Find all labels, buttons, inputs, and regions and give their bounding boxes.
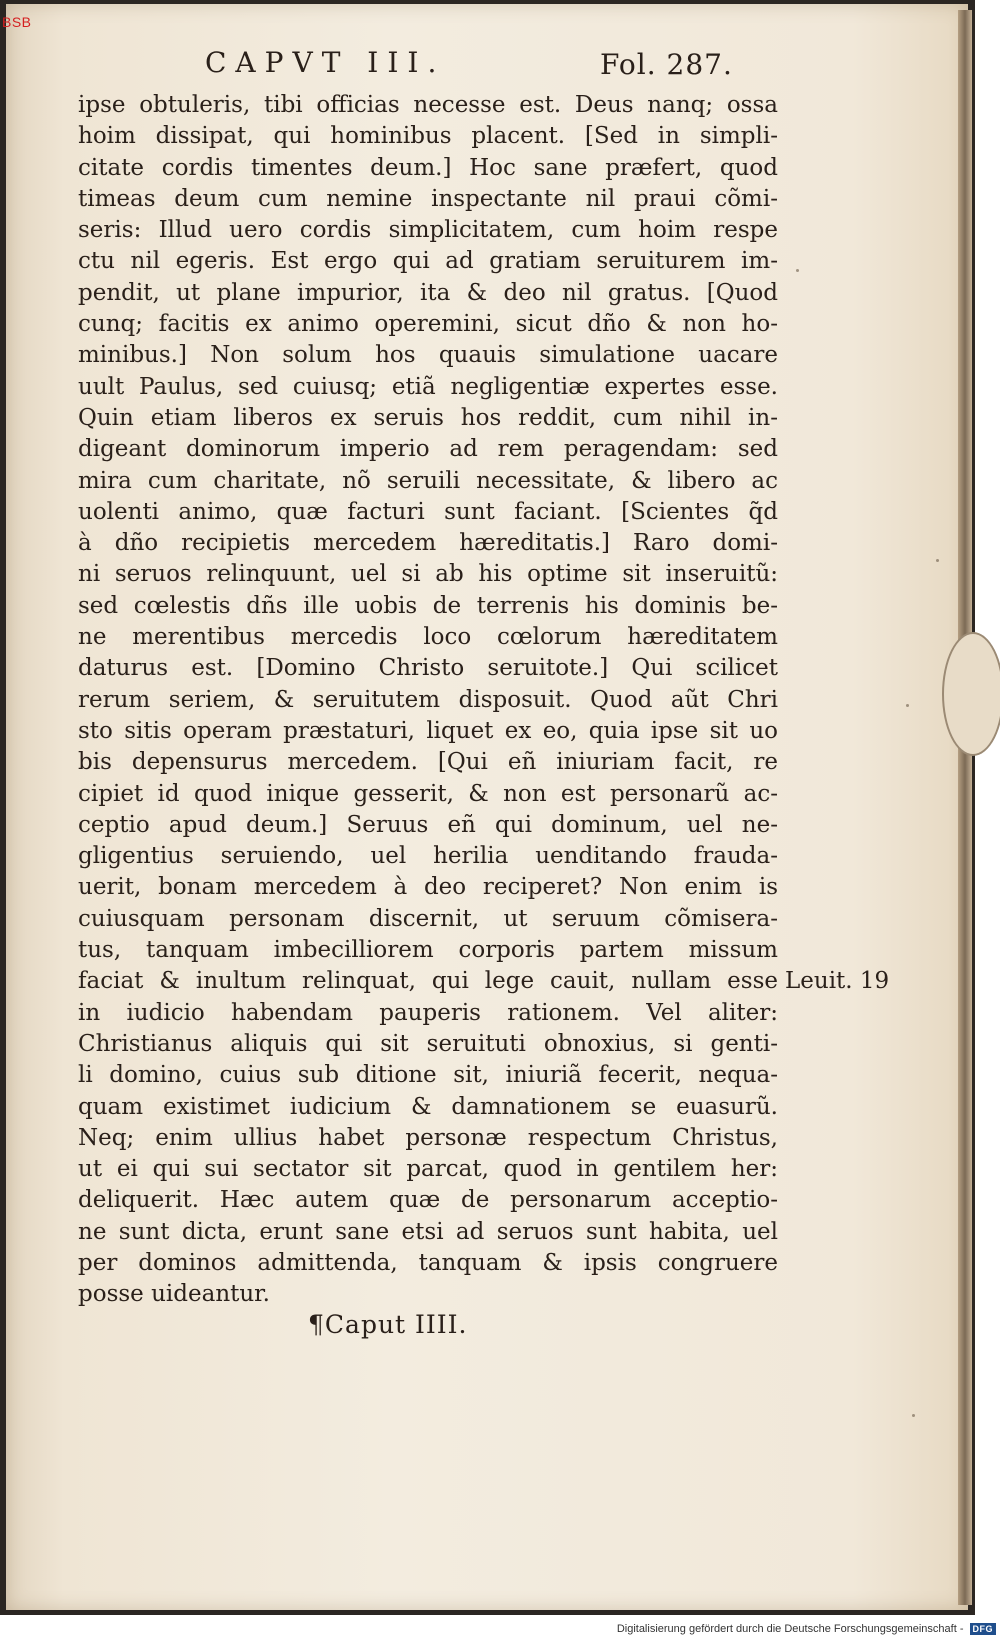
text-line: tus, tanquam imbecilliorem corporis partem missum (78, 937, 778, 964)
text-line: faciat & inultum relinquat, qui lege cauit, nullam esse (78, 968, 778, 995)
thumb-tab (942, 632, 1000, 756)
text-line: rerum seriem, & seruitutem disposuit. Quod aũt Chri (78, 686, 778, 713)
page-header (0, 42, 962, 82)
text-line: pendit, ut plane impurior, ita & deo nil gratus. [Quod (78, 279, 778, 306)
text-line: daturus est. [Domino Christo seruitote.] Qui scilicet (78, 655, 778, 682)
dfg-logo: DFG (970, 1623, 997, 1635)
text-line: ne sunt dicta, erunt sane etsi ad seruos sunt habita, uel (78, 1218, 778, 1245)
text-line: uolenti animo, quæ facturi sunt faciant. [Scientes q̃d (78, 498, 778, 525)
page-footer (617, 1623, 996, 1635)
bsb-watermark: BSB (2, 14, 32, 30)
text-line: sto sitis operam præstaturi, liquet ex eo, quia ipse sit uo (78, 717, 778, 744)
text-line: à dño recipietis mercedem hæreditatis.] Raro domi- (78, 530, 778, 557)
text-line: citate cordis timentes deum.] Hoc sane præfert, quod (78, 154, 778, 181)
text-line: Neq; enim ullius habet personæ respectum Christus, (78, 1124, 778, 1151)
text-line: Christianus aliquis qui sit seruituti obnoxius, si genti- (78, 1030, 778, 1057)
text-line: gligentius seruiendo, uel herilia uenditando frauda- (78, 843, 778, 870)
text-line: timeas deum cum nemine inspectante nil praui cõmi- (78, 185, 778, 212)
text-line: quam existimet iudicium & damnationem se euasurũ. (78, 1093, 778, 1120)
folio-number: Fol. 287. (600, 48, 733, 81)
text-line: cipiet id quod inique gesserit, & non est personarũ ac- (78, 780, 778, 807)
text-line: uerit, bonam mercedem à deo reciperet? Non enim is (78, 874, 778, 901)
text-line: per dominos admittenda, tanquam & ipsis congruere (78, 1249, 778, 1276)
text-line: ctu nil egeris. Est ergo qui ad gratiam seruiturem im- (78, 248, 778, 275)
body-text (78, 90, 778, 1311)
text-line: li domino, cuius sub ditione sit, iniuriã fecerit, nequa- (78, 1062, 778, 1089)
text-line: sed cœlestis dñs ille uobis de terrenis his dominis be- (78, 592, 778, 619)
text-line: deliquerit. Hæc autem quæ de personarum acceptio- (78, 1187, 778, 1214)
text-line: in iudicio habendam pauperis rationem. Vel aliter: (78, 999, 778, 1026)
text-line: cuiusquam personam discernit, ut seruum cõmisera- (78, 905, 778, 932)
text-line: digeant dominorum imperio ad rem peragendam: sed (78, 436, 778, 463)
next-chapter-heading: ¶Caput IIII. (308, 1310, 468, 1339)
text-line: Quin etiam liberos ex seruis hos reddit, cum nihil in- (78, 404, 778, 431)
page-fore-edge (958, 10, 972, 1605)
text-line: minibus.] Non solum hos quauis simulatione uacare (78, 342, 778, 369)
text-line: mira cum charitate, nõ seruili necessitate, & libero ac (78, 467, 778, 494)
text-line: ut ei qui sui sectator sit parcat, quod in gentilem her: (78, 1156, 778, 1183)
text-line: ceptio apud deum.] Seruus eñ qui dominum, uel ne- (78, 811, 778, 838)
running-head: CAPVT III. (205, 46, 446, 79)
text-line: ne merentibus mercedis loco cœlorum hæreditatem (78, 624, 778, 651)
footer-credit: Digitalisierung gefördert durch die Deutsche Forschungsgemeinschaft - (616, 1623, 964, 1635)
text-line: uult Paulus, sed cuiusq; etiã negligentiæ expertes esse. (78, 373, 778, 400)
text-line: cunq; facitis ex animo operemini, sicut dño & non ho- (78, 311, 778, 338)
text-line: ipse obtuleris, tibi officias necesse est. Deus nanq; ossa (78, 92, 778, 118)
text-line: bis depensurus mercedem. [Qui eñ iniuriam facit, re (78, 749, 778, 776)
text-line: seris: Illud uero cordis simplicitatem, cum hoim respe (78, 217, 778, 244)
text-line: posse uideantur. (78, 1281, 270, 1308)
text-line: hoim dissipat, qui hominibus placent. [Sed in simpli- (78, 123, 778, 150)
marginal-note: Leuit. 19 (785, 968, 890, 994)
text-line: ni seruos relinquunt, uel si ab his optime sit inseruitũ: (78, 561, 778, 588)
